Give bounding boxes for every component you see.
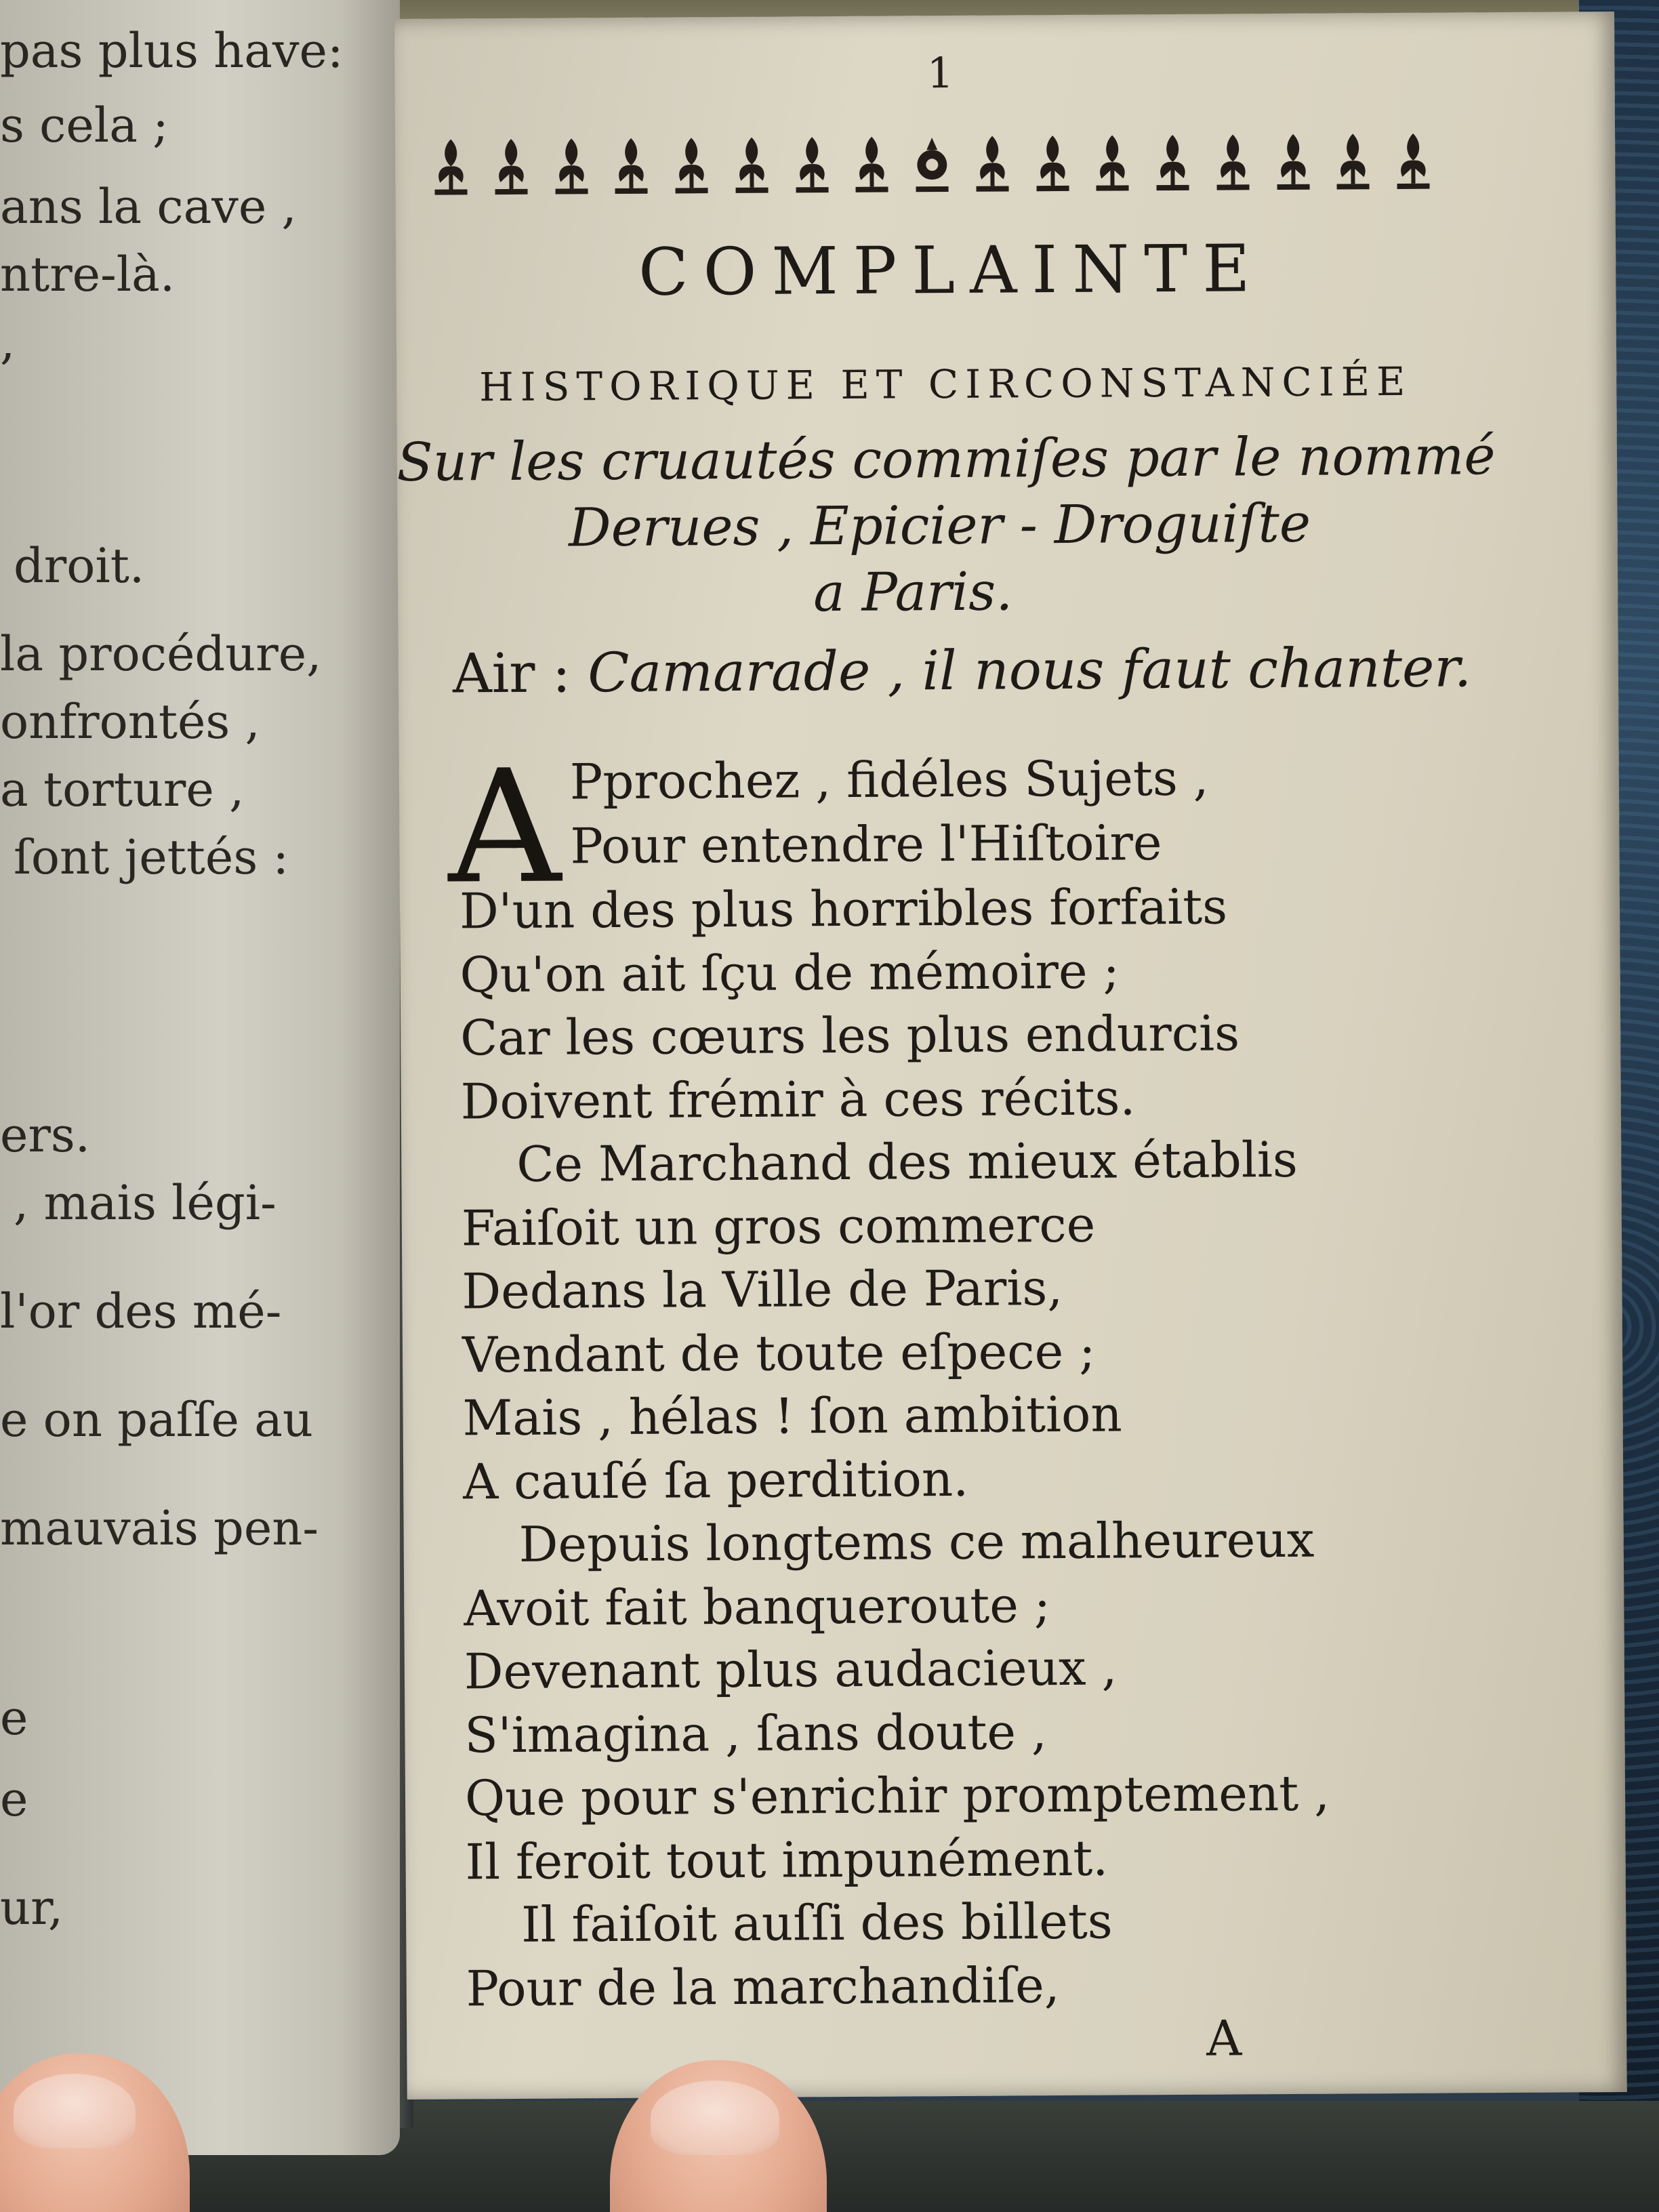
verse-line: Pprochez , fidéles Sujets , bbox=[569, 749, 1209, 811]
fleuron-ornament-icon bbox=[611, 126, 652, 201]
left-page-line: a torture , bbox=[0, 762, 245, 817]
left-page-line: ur, bbox=[0, 1880, 64, 1936]
verse-line: Pour entendre l'Hiſtoire bbox=[570, 814, 1162, 875]
verse-line: Pour de la marchandiſe, bbox=[466, 1956, 1060, 2017]
left-page-line: pas plus have: bbox=[0, 23, 344, 79]
fleuron-ornament-icon bbox=[491, 127, 532, 201]
left-page-line: mauvais pen- bbox=[0, 1500, 319, 1556]
left-page-line: , bbox=[0, 314, 16, 370]
left-page-line: ntre-là. bbox=[0, 247, 176, 302]
verse-line: Ce Marchand des mieux établis bbox=[516, 1130, 1298, 1193]
fleuron-ornament-icon bbox=[851, 125, 893, 199]
fleuron-ornament-icon bbox=[791, 125, 832, 199]
page-number: 1 bbox=[926, 47, 954, 98]
title-subtitle: HISTORIQUE ET CIRCONSTANCIÉE bbox=[479, 358, 1412, 411]
verse-line: Car les cœurs les plus endurcis bbox=[459, 1004, 1240, 1067]
right-page bbox=[394, 12, 1627, 2100]
left-page-line: onfrontés , bbox=[0, 694, 260, 750]
signature-mark: A bbox=[1206, 2009, 1242, 2067]
verse-line: S'imagina , ſans doute , bbox=[464, 1702, 1048, 1763]
verse-line: Il feroit tout impunément. bbox=[465, 1829, 1109, 1890]
ornament-band bbox=[430, 115, 1434, 202]
left-page-line: s cela ; bbox=[0, 98, 169, 153]
verse-line: Mais , hélas ! ſon ambition bbox=[462, 1385, 1122, 1447]
fleuron-ornament-icon bbox=[430, 127, 472, 201]
verse-line: Il faiſoit auſſi des billets bbox=[520, 1892, 1113, 1953]
fleuron-ornament-icon bbox=[1332, 121, 1374, 196]
verse-line: D'un des plus horribles forfaits bbox=[459, 878, 1228, 940]
verse-line: A cauſé ſa perdition. bbox=[462, 1450, 969, 1510]
left-page-line: e on paſſe au bbox=[0, 1392, 314, 1448]
verse-line: Que pour s'enrichir promptement , bbox=[464, 1764, 1330, 1827]
fleuron-ornament-icon bbox=[731, 125, 773, 200]
fleuron-ornament-icon bbox=[671, 125, 712, 200]
title-line-5: a Paris. bbox=[813, 561, 1013, 624]
title-line-4: Derues , Epicier - Droguiſte bbox=[568, 493, 1311, 559]
left-page-line: l'or des mé- bbox=[0, 1284, 282, 1339]
air-tune: Camarade , il nous faut chanter. bbox=[588, 636, 1472, 705]
air-label: Air : bbox=[452, 641, 571, 705]
drop-cap: A bbox=[447, 737, 562, 919]
fleuron-ornament-icon bbox=[912, 124, 953, 199]
left-page bbox=[0, 0, 400, 2155]
title-main: COMPLAINTE bbox=[638, 230, 1265, 310]
verse-line: Devenant plus audacieux , bbox=[464, 1639, 1118, 1700]
left-page-line: , mais légi- bbox=[14, 1175, 276, 1231]
left-page-line: ans la cave , bbox=[0, 179, 297, 234]
left-page-line: e bbox=[0, 1771, 28, 1827]
fleuron-ornament-icon bbox=[1212, 122, 1254, 197]
fleuron-ornament-icon bbox=[1152, 123, 1193, 197]
fleuron-ornament-icon bbox=[972, 123, 1013, 198]
verse-line: Qu'on ait ſçu de mémoire ; bbox=[459, 941, 1120, 1003]
fleuron-ornament-icon bbox=[1031, 123, 1073, 198]
left-page-line: ers. bbox=[0, 1107, 91, 1163]
left-page-line: droit. bbox=[14, 538, 145, 594]
verse-line: Vendant de toute eſpece ; bbox=[462, 1322, 1096, 1383]
verse-line: Faiſoit un gros commerce bbox=[461, 1195, 1096, 1256]
verse-line: Dedans la Ville de Paris, bbox=[462, 1259, 1063, 1320]
title-line-3: Sur les cruautés commiſes par le nommé bbox=[396, 426, 1496, 493]
fleuron-ornament-icon bbox=[1393, 121, 1434, 196]
fingernail-right bbox=[651, 2081, 779, 2155]
fingernail-left bbox=[14, 2074, 136, 2148]
air-line bbox=[453, 636, 1472, 705]
fleuron-ornament-icon bbox=[1272, 122, 1313, 197]
left-page-line: ſont jettés : bbox=[14, 830, 289, 885]
verse-line: Depuis longtems ce malheureux bbox=[518, 1511, 1315, 1573]
verse-line: Doivent frémir à ces récits. bbox=[460, 1068, 1136, 1130]
verse-line: Avoit fait banqueroute ; bbox=[464, 1576, 1051, 1637]
fleuron-ornament-icon bbox=[1092, 123, 1133, 197]
left-page-line: e bbox=[0, 1690, 28, 1746]
left-page-line: la procédure, bbox=[0, 626, 322, 682]
fleuron-ornament-icon bbox=[550, 126, 592, 201]
